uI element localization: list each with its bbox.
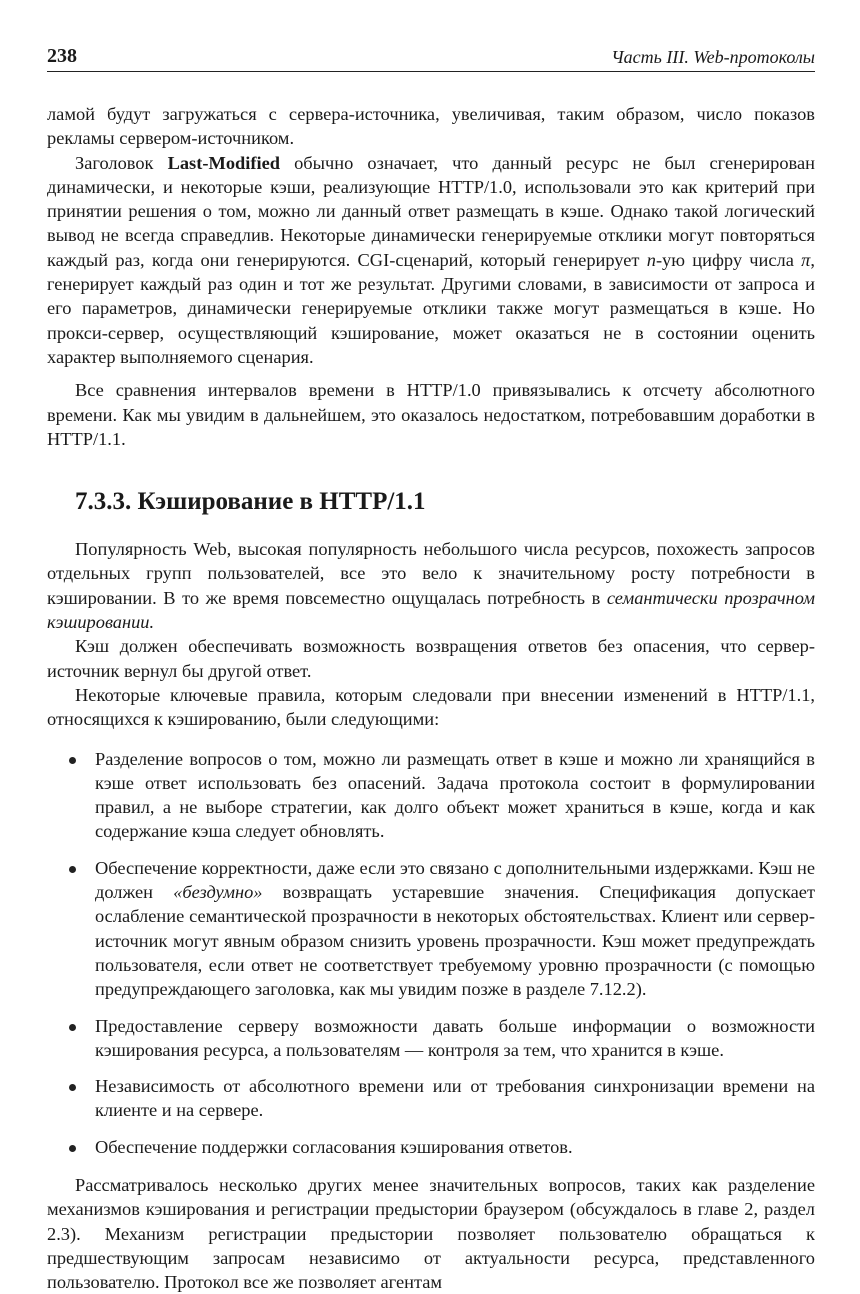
list-item: Разделение вопросов о том, можно ли размещать ответ в кэше и можно ли хранящийся в кэше ответ использовать без опасений. Задача протокола состоит в формулировании правил, а не выборе стратегии, как долго объект может храниться в кэше, когда и как содержание кэша следует обновлять. bbox=[47, 747, 815, 844]
list-item: Обеспечение корректности, даже если это связано с дополнительными издержками. Кэш не должен «бездумно» возвращать устаревшие значения. Спецификация допускает ослабление семантической прозрачности в некоторых обстоятельствах. Клиент или сервер-источник могут явным образом снизить уровень прозрачности. Кэш может предупреждать пользователя, если ответ не соответствует требуемому уровню прозрачности (с помощью предупреждающего заголовка, как мы увидим позже в разделе 7.12.2). bbox=[47, 856, 815, 1002]
rules-list bbox=[47, 747, 815, 1159]
bullet-icon bbox=[69, 866, 76, 873]
paragraph-time-comparison: Все сравнения интервалов времени в HTTP/1.0 привязывались к отсчету абсолютного времени. Как мы увидим в дальнейшем, это оказалось недостатком, потребовавшим доработки в HTTP/1.1. bbox=[47, 380, 815, 449]
paragraph-popularity: Популярность Web, высокая популярность небольшого числа ресурсов, похожесть запросов отдельных групп пользователей, все это вело к значительному росту потребности в кэшировании. В то же время повсеместно ощущалась потребность в семантически прозрачном кэшировании. bbox=[47, 539, 816, 633]
paragraph-continued: ламой будут загружаться с сервера-источника, увеличивая, таким образом, число показов рекламы сервером-источником. bbox=[47, 104, 815, 149]
paragraph-closing: Рассматривалось несколько других менее значительных вопросов, таких как разделение механизмов кэширования и регистрации предыстории браузером (обсуждалось в главе 2, раздел 2.3). Механизм регистрации предыстории позволяет пользователю обращаться к предшествующим запросам независимо от актуальности ресурса, представленного пользователю. Протокол все же позволяет агентам bbox=[47, 1174, 815, 1293]
list-item: Предоставление серверу возможности давать больше информации о возможности кэширования ресурса, а пользователям — контроля за тем, что хранится в кэше. bbox=[47, 1014, 815, 1063]
italic-term: семантически прозрачном кэшировании. bbox=[47, 587, 816, 633]
list-item: Независимость от абсолютного времени или от требования синхронизации времени на клиенте и на сервере. bbox=[47, 1074, 815, 1123]
paragraph-cache-guarantee: Кэш должен обеспечивать возможность возвращения ответов без опасения, что сервер-источник вернул бы другой ответ. bbox=[47, 636, 815, 681]
book-page bbox=[47, 38, 815, 1294]
running-title: Часть III. Web-протоколы bbox=[611, 47, 815, 67]
page-header bbox=[47, 38, 815, 72]
bullet-icon bbox=[69, 1084, 76, 1091]
section-heading: 7.3.3. Кэширование в HTTP/1.1 bbox=[75, 488, 426, 516]
bullet-icon bbox=[69, 757, 76, 764]
bullet-icon bbox=[69, 1024, 76, 1031]
paragraph-last-modified: Заголовок Last-Modified обычно означает, что данный ресурс не был сгенерирован динамически, и некоторые кэши, реализующие HTTP/1.0, использовали это как критерий при принятии решения о том, можно ли данный ответ размещать в кэше. Однако такой логический вывод не всегда справедлив. Некоторые динамически генерируемые отклики могут повторяться каждый раз, когда они генерируются. CGI-сценарий, который генерирует n-ую цифру числа π, генерирует каждый раз один и тот же результат. Другими словами, в зависимости от запроса и его параметров, динамически генерируемые отклики также могут размещаться в кэше. Но прокси-сервер, осуществляющий кэширование, может оказаться не в состоянии оценить характер выполняемого сценария. bbox=[47, 152, 815, 367]
last-modified-term: Last-Modified bbox=[167, 152, 280, 173]
bullet-icon bbox=[69, 1145, 76, 1152]
list-item: Обеспечение поддержки согласования кэширования ответов. bbox=[47, 1135, 815, 1159]
paragraph-key-rules: Некоторые ключевые правила, которым следовали при внесении изменений в HTTP/1.1, относящихся к кэшированию, были следующими: bbox=[47, 684, 815, 730]
page-number: 238 bbox=[47, 45, 77, 67]
